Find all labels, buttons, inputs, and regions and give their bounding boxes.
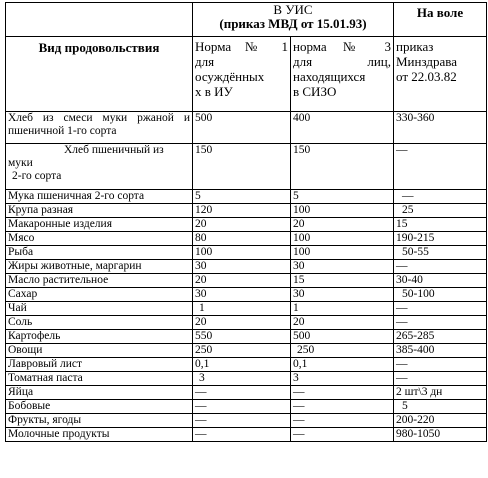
- norm1-cell: 500: [193, 112, 291, 144]
- header-free-group: На воле: [394, 3, 487, 37]
- norm1-cell: —: [193, 386, 291, 400]
- free-cell: 50-100: [394, 288, 487, 302]
- free-cell: —: [394, 144, 487, 190]
- free-cell: 5: [394, 400, 487, 414]
- free-cell: 330-360: [394, 112, 487, 144]
- product-cell: Мука пшеничная 2-го сорта: [6, 190, 193, 204]
- product-cell: Соль: [6, 316, 193, 330]
- norm1-cell: —: [193, 414, 291, 428]
- free-cell: 50-55: [394, 246, 487, 260]
- free-cell: 980-1050: [394, 428, 487, 442]
- product-cell: Рыба: [6, 246, 193, 260]
- product-cell: Макаронные изделия: [6, 218, 193, 232]
- ration-table: [5, 2, 487, 442]
- product-cell: Мясо: [6, 232, 193, 246]
- free-cell: 15: [394, 218, 487, 232]
- table-row: [6, 190, 487, 204]
- norm3-cell: 500: [291, 330, 394, 344]
- norm1-cell: 3: [193, 372, 291, 386]
- table-row: [6, 274, 487, 288]
- col-header-free: [394, 37, 487, 112]
- free-cell: —: [394, 316, 487, 330]
- product-cell: Картофель: [6, 330, 193, 344]
- table-row: [6, 302, 487, 316]
- free-cell: —: [394, 372, 487, 386]
- norm1-line: Норма № 1: [195, 39, 288, 54]
- norm1-cell: 1: [193, 302, 291, 316]
- free-cell: —: [394, 302, 487, 316]
- norm3-cell: 150: [291, 144, 394, 190]
- norm3-line: норма № 3: [293, 39, 391, 54]
- norm1-cell: 0,1: [193, 358, 291, 372]
- header-uis-group: [193, 3, 394, 37]
- norm3-line: в СИЗО: [293, 84, 337, 99]
- free-cell: 265-285: [394, 330, 487, 344]
- product-cell: Чай: [6, 302, 193, 316]
- norm3-cell: 100: [291, 204, 394, 218]
- table-row: [6, 414, 487, 428]
- norm1-cell: 80: [193, 232, 291, 246]
- norm1-cell: 20: [193, 218, 291, 232]
- product-line: 2-го сорта: [12, 170, 62, 182]
- norm3-cell: 400: [291, 112, 394, 144]
- free-cell: 30-40: [394, 274, 487, 288]
- norm3-cell: —: [291, 414, 394, 428]
- norm3-cell: —: [291, 428, 394, 442]
- norm3-cell: 0,1: [291, 358, 394, 372]
- product-cell: Фрукты, ягоды: [6, 414, 193, 428]
- norm1-cell: 20: [193, 316, 291, 330]
- header-empty-cell: [6, 3, 193, 37]
- norm3-cell: 5: [291, 190, 394, 204]
- product-cell: Лавровый лист: [6, 358, 193, 372]
- col-header-norm1: [193, 37, 291, 112]
- table-row: [6, 144, 487, 190]
- norm1-line: для: [195, 54, 215, 69]
- norm3-cell: —: [291, 400, 394, 414]
- norm1-line: х в ИУ: [195, 84, 233, 99]
- norm1-cell: 5: [193, 190, 291, 204]
- norm3-cell: 1: [291, 302, 394, 316]
- free-cell: —: [394, 358, 487, 372]
- product-cell: Жиры животные, маргарин: [6, 260, 193, 274]
- table-row: [6, 386, 487, 400]
- product-cell: Бобовые: [6, 400, 193, 414]
- table-row: [6, 218, 487, 232]
- norm3-cell: 100: [291, 246, 394, 260]
- table-row: [6, 288, 487, 302]
- free-cell: 200-220: [394, 414, 487, 428]
- table-row: [6, 232, 487, 246]
- norm1-cell: 100: [193, 246, 291, 260]
- table-row: [6, 330, 487, 344]
- table-row: [6, 358, 487, 372]
- free-line: от 22.03.82: [396, 69, 457, 84]
- product-cell: Крупа разная: [6, 204, 193, 218]
- norm3-cell: 15: [291, 274, 394, 288]
- table-row: [6, 344, 487, 358]
- norm1-cell: 20: [193, 274, 291, 288]
- product-line: муки: [8, 157, 33, 169]
- product-cell: Томатная паста: [6, 372, 193, 386]
- free-cell: 385-400: [394, 344, 487, 358]
- norm1-cell: 120: [193, 204, 291, 218]
- free-cell: 190-215: [394, 232, 487, 246]
- header-uis-title: В УИС: [273, 2, 313, 17]
- col-header-product: Вид продовольствия: [6, 37, 193, 112]
- norm3-cell: 100: [291, 232, 394, 246]
- free-cell: 2 шт\3 дн: [394, 386, 487, 400]
- product-cell: Хлеб из смеси муки ржаной и пшеничной 1-го сорта: [6, 112, 193, 144]
- table-row: [6, 246, 487, 260]
- product-line: Хлеб пшеничный из: [64, 144, 164, 156]
- product-cell: Молочные продукты: [6, 428, 193, 442]
- norm3-cell: —: [291, 386, 394, 400]
- free-line: приказ: [396, 39, 434, 54]
- product-cell: Овощи: [6, 344, 193, 358]
- table-row: [6, 204, 487, 218]
- product-cell: [6, 144, 193, 190]
- table-row: [6, 112, 487, 144]
- table-row: [6, 428, 487, 442]
- norm1-line: осуждённых: [195, 69, 265, 84]
- norm3-line: находящихся: [293, 69, 366, 84]
- norm1-cell: 30: [193, 288, 291, 302]
- norm3-cell: 20: [291, 316, 394, 330]
- norm3-cell: 30: [291, 260, 394, 274]
- table-row: [6, 400, 487, 414]
- table-row: [6, 260, 487, 274]
- norm1-cell: 250: [193, 344, 291, 358]
- norm3-cell: 3: [291, 372, 394, 386]
- norm1-cell: 30: [193, 260, 291, 274]
- table-row: [6, 316, 487, 330]
- product-cell: Яйца: [6, 386, 193, 400]
- header-uis-order: (приказ МВД от 15.01.93): [219, 16, 367, 31]
- norm3-cell: 20: [291, 218, 394, 232]
- free-cell: 25: [394, 204, 487, 218]
- table-row: [6, 372, 487, 386]
- norm1-cell: —: [193, 428, 291, 442]
- norm1-cell: 550: [193, 330, 291, 344]
- norm3-cell: 30: [291, 288, 394, 302]
- col-header-norm3: [291, 37, 394, 112]
- norm3-cell: 250: [291, 344, 394, 358]
- product-cell: Сахар: [6, 288, 193, 302]
- free-cell: —: [394, 260, 487, 274]
- free-line: Минздрава: [396, 54, 457, 69]
- header-row-groups: [6, 3, 487, 37]
- norm1-cell: —: [193, 400, 291, 414]
- free-cell: —: [394, 190, 487, 204]
- norm1-cell: 150: [193, 144, 291, 190]
- header-row-columns: [6, 37, 487, 112]
- norm3-line: для лиц,: [293, 54, 391, 69]
- product-cell: Масло растительное: [6, 274, 193, 288]
